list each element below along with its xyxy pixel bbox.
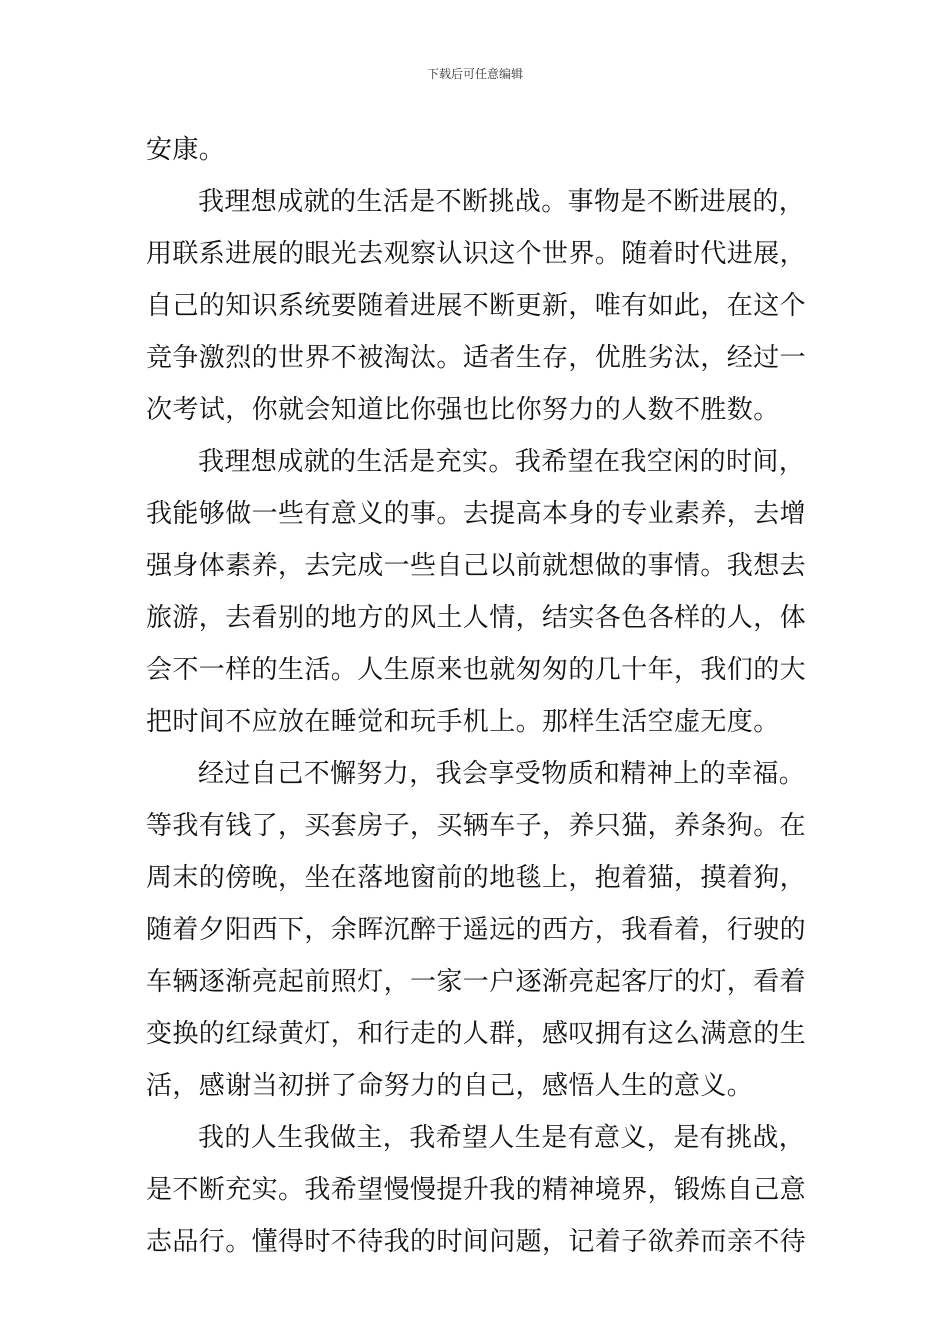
text-line: 次考试，你就会知道比你强也比你努力的人数不胜数。 xyxy=(146,395,780,425)
text-line: 旅游，去看别的地方的风土人情，结实各色各样的人，体 xyxy=(146,603,807,633)
text-line: 车辆逐渐亮起前照灯，一家一户逐渐亮起客厅的灯，看着 xyxy=(146,967,807,997)
text-line: 用联系进展的眼光去观察认识这个世界。随着时代进展， xyxy=(146,239,807,269)
text-line: 等我有钱了，买套房子，买辆车子，养只猫，养条狗。在 xyxy=(146,811,807,841)
text-line: 竞争激烈的世界不被淘汰。适者生存，优胜劣汰，经过一 xyxy=(146,343,807,373)
text-line: 我能够做一些有意义的事。去提高本身的专业素养，去增 xyxy=(146,499,807,529)
text-line: 周末的傍晚，坐在落地窗前的地毯上，抱着猫，摸着狗， xyxy=(146,863,807,893)
text-line: 强身体素养，去完成一些自己以前就想做的事情。我想去 xyxy=(146,551,807,581)
text-line: 自己的知识系统要随着进展不断更新，唯有如此，在这个 xyxy=(146,291,807,321)
text-line: 变换的红绿黄灯，和行走的人群，感叹拥有这么满意的生 xyxy=(146,1019,807,1049)
text-line: 随着夕阳西下，余晖沉醉于遥远的西方，我看着，行驶的 xyxy=(146,915,807,945)
text-line: 把时间不应放在睡觉和玩手机上。那样生活空虚无度。 xyxy=(146,707,780,737)
page-header: 下载后可任意编辑 xyxy=(426,67,523,81)
paragraph-first-line: 经过自己不懈努力，我会享受物质和精神上的幸福。 xyxy=(198,759,806,789)
text-line: 安康。 xyxy=(146,135,226,165)
text-line: 志品行。懂得时不待我的时间问题，记着子欲养而亲不待 xyxy=(146,1227,807,1257)
text-line: 会不一样的生活。人生原来也就匆匆的几十年，我们的大 xyxy=(146,655,807,685)
text-line: 是不断充实。我希望慢慢提升我的精神境界，锻炼自己意 xyxy=(146,1175,807,1205)
paragraph-first-line: 我理想成就的生活是充实。我希望在我空闲的时间， xyxy=(198,447,806,477)
paragraph-first-line: 我理想成就的生活是不断挑战。事物是不断进展的， xyxy=(198,187,806,217)
text-line: 活，感谢当初拼了命努力的自己，感悟人生的意义。 xyxy=(146,1071,754,1101)
document-body xyxy=(146,124,810,1268)
paragraph-first-line: 我的人生我做主，我希望人生是有意义，是有挑战， xyxy=(198,1123,806,1153)
